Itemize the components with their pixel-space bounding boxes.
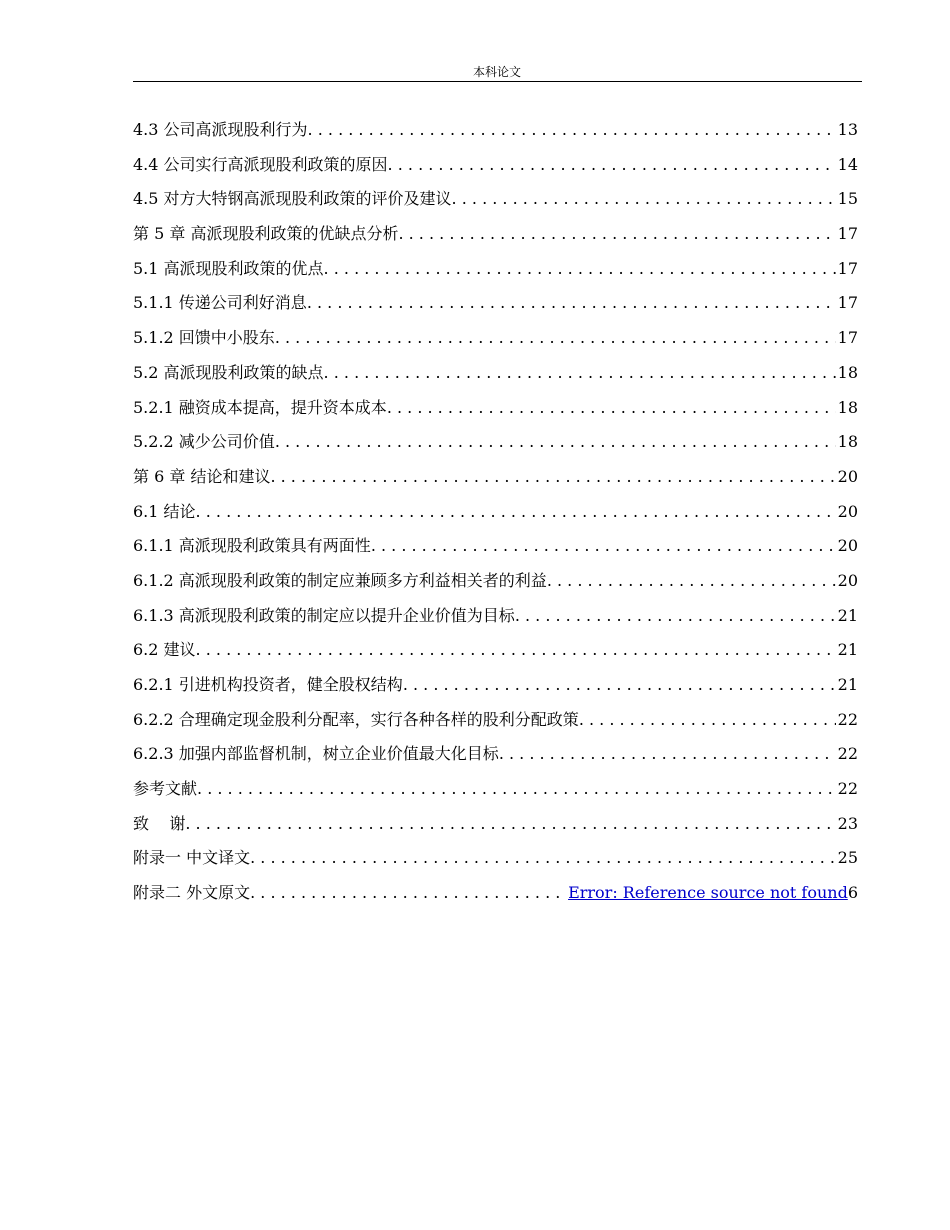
toc-entry-title: 5.2.1 融资成本提高，提升资本成本 <box>133 397 387 417</box>
toc-dot-leader <box>515 603 836 629</box>
toc-dot-leader <box>398 221 835 247</box>
toc-entry-title: 6.2 建议 <box>133 640 196 660</box>
toc-entry-title: 5.1 高派现股利政策的优点 <box>133 258 324 278</box>
toc-entry[interactable] <box>133 256 858 291</box>
toc-entry-page: 15 <box>837 189 858 209</box>
toc-entry-page: 22 <box>837 744 858 764</box>
toc-entry-page: 20 <box>837 570 858 590</box>
toc-entry[interactable] <box>133 533 858 568</box>
toc-entry[interactable] <box>133 152 858 187</box>
toc-dot-leader <box>308 117 836 143</box>
toc-entry-page: 18 <box>837 432 858 452</box>
toc-entry-page: 20 <box>837 536 858 556</box>
toc-dot-leader <box>579 707 836 733</box>
toc-entry-title: 6.1.2 高派现股利政策的制定应兼顾多方利益相关者的利益 <box>133 570 547 590</box>
toc-dot-leader <box>387 395 836 421</box>
toc-dot-leader <box>388 152 836 178</box>
toc-entry[interactable] <box>133 811 858 846</box>
toc-entry-title: 6.1.1 高派现股利政策具有两面性 <box>133 536 371 556</box>
toc-dot-leader <box>270 464 835 490</box>
toc-entry-title: 6.1.3 高派现股利政策的制定应以提升企业价值为目标 <box>133 605 515 625</box>
toc-entry-page: 21 <box>837 675 858 694</box>
toc-entry-appendix-2[interactable] <box>133 880 858 915</box>
toc-entry[interactable] <box>133 568 858 603</box>
toc-entry-page: 18 <box>837 397 858 417</box>
toc-dot-leader <box>185 811 835 837</box>
toc-entry-page: 17 <box>837 328 858 348</box>
toc-entry[interactable] <box>133 290 858 325</box>
toc-entry[interactable] <box>133 707 858 742</box>
toc-entry-title: 致 谢 <box>133 813 186 833</box>
toc-dot-leader <box>275 325 836 351</box>
toc-dot-leader <box>371 533 836 559</box>
toc-entry-page: 18 <box>837 362 858 382</box>
toc-entry[interactable] <box>133 603 858 638</box>
toc-dot-leader <box>197 776 836 802</box>
toc-entry-title: 6.2.3 加强内部监督机制，树立企业价值最大化目标 <box>133 744 499 764</box>
toc-entry-page: 22 <box>837 779 858 799</box>
toc-entry-page: 23 <box>837 813 858 833</box>
toc-entry[interactable] <box>133 360 858 395</box>
toc-entry[interactable] <box>133 499 858 534</box>
toc-entry[interactable] <box>133 464 858 499</box>
toc-entry[interactable] <box>133 845 858 880</box>
toc-entry-title: 4.3 公司高派现股利行为 <box>133 120 308 139</box>
reference-error-link[interactable]: Error: Reference source not found <box>568 883 848 903</box>
toc-entry-title: 6.1 结论 <box>133 501 196 521</box>
toc-entry[interactable] <box>133 221 858 256</box>
toc-entry-page: 22 <box>837 709 858 729</box>
toc-entry[interactable] <box>133 429 858 464</box>
toc-entry-page: 21 <box>837 605 858 625</box>
toc-dot-leader <box>196 637 836 663</box>
toc-entry-page: 20 <box>837 501 858 521</box>
toc-dot-leader <box>250 845 836 871</box>
toc-dot-leader <box>275 429 836 455</box>
toc-entry[interactable] <box>133 395 858 430</box>
toc-dot-leader <box>324 360 836 386</box>
toc-entry-title: 第 5 章 高派现股利政策的优缺点分析 <box>133 224 399 244</box>
toc-entry-title: 5.2.2 减少公司价值 <box>133 432 275 452</box>
toc-entry-page: 14 <box>837 154 858 174</box>
toc-entry[interactable] <box>133 672 858 707</box>
toc-entry-title: 附录二 外文原文 <box>133 883 251 903</box>
toc-dot-leader <box>547 568 836 594</box>
header-rule <box>133 81 862 82</box>
toc-entry-title: 4.5 对方大特钢高派现股利政策的评价及建议 <box>133 189 452 209</box>
toc-entry-title: 5.1.1 传递公司利好消息 <box>133 293 307 313</box>
toc-dot-leader <box>250 880 566 906</box>
toc-entry[interactable] <box>133 776 858 811</box>
page-header: 本科论文 <box>472 65 521 79</box>
toc-entry-page: 17 <box>837 293 858 313</box>
toc-entry-title: 第 6 章 结论和建议 <box>133 466 271 486</box>
toc-entry-page: 21 <box>837 640 858 660</box>
toc-entry[interactable] <box>133 186 858 221</box>
toc-entry[interactable] <box>133 117 858 152</box>
toc-entry-page: 17 <box>837 258 858 278</box>
toc-entry-title: 参考文献 <box>133 779 198 799</box>
toc-dot-leader <box>403 672 836 698</box>
toc-dot-leader <box>452 186 836 212</box>
toc-entry-title: 4.4 公司实行高派现股利政策的原因 <box>133 154 388 174</box>
toc-entry-title: 5.1.2 回馈中小股东 <box>133 328 275 348</box>
toc-entry-title: 6.2.2 合理确定现金股利分配率，实行各种各样的股利分配政策 <box>133 709 579 729</box>
toc-dot-leader <box>324 256 836 282</box>
toc-dot-leader <box>499 741 836 767</box>
toc-entry-title: 6.2.1 引进机构投资者，健全股权结构 <box>133 675 403 694</box>
table-of-contents <box>133 117 858 915</box>
toc-entry-page: 13 <box>837 120 858 139</box>
toc-entry-page: 20 <box>837 466 858 486</box>
toc-entry-page: 6 <box>847 883 858 903</box>
toc-entry-page: 25 <box>837 848 858 868</box>
toc-dot-leader <box>307 290 836 316</box>
toc-entry[interactable] <box>133 637 858 672</box>
toc-entry-page: 17 <box>837 224 858 244</box>
toc-entry[interactable] <box>133 741 858 776</box>
toc-dot-leader <box>196 499 836 525</box>
toc-entry-title: 5.2 高派现股利政策的缺点 <box>133 362 324 382</box>
toc-entry[interactable] <box>133 325 858 360</box>
toc-entry-title: 附录一 中文译文 <box>133 848 251 868</box>
